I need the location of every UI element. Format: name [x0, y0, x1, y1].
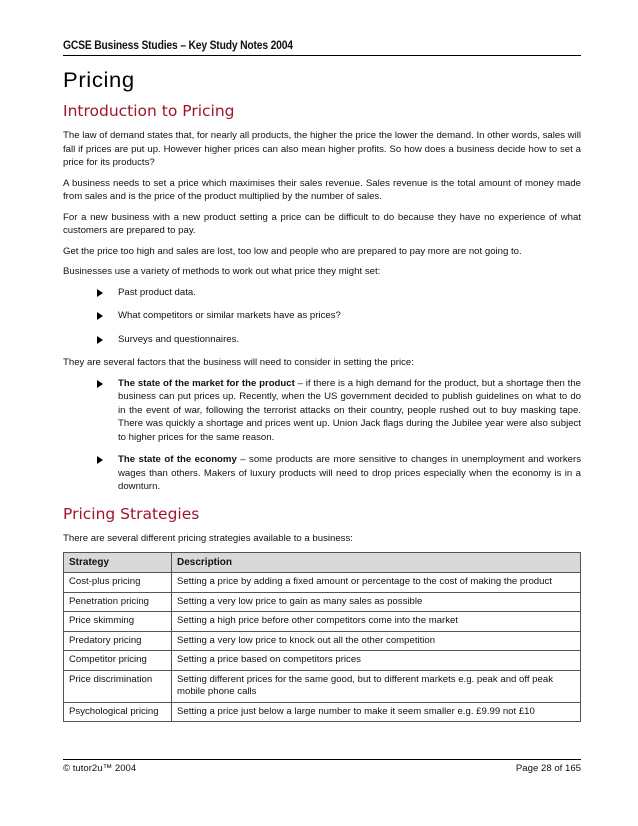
- table-row: [64, 702, 581, 722]
- table-row: [64, 670, 581, 702]
- footer-page-number: Page 28 of 165: [515, 763, 581, 774]
- table-row: [64, 631, 581, 651]
- list-item: [63, 286, 581, 300]
- intro-heading: Introduction to Pricing: [63, 102, 235, 120]
- description-cell: Setting a very low price to gain as many sales as possible: [172, 592, 581, 612]
- table-row: [64, 573, 581, 593]
- description-cell: Setting a very low price to knock out all the other competition: [172, 631, 581, 651]
- method-text: Surveys and questionnaires.: [118, 333, 240, 345]
- table-row: [64, 612, 581, 632]
- intro-paragraph-3: For a new business with a new product setting a price can be difficult to do because they have no experience of what customers are prepared to pay.: [63, 211, 581, 236]
- intro-paragraph-4: Get the price too high and sales are lost, too low and people who are prepared to pay more are not going to.: [63, 245, 522, 257]
- description-cell: Setting a price just below a large number to make it seem smaller e.g. £9.99 not £10: [172, 702, 581, 722]
- methods-list: [63, 286, 581, 347]
- strategy-cell: Psychological pricing: [64, 702, 172, 722]
- factor-text: – some products are more sensitive to changes in unemployment and workers wages than others. Makers of luxury products will need to drop prices especially when the economy is in a downturn.: [118, 454, 581, 492]
- strategy-cell: Competitor pricing: [64, 651, 172, 671]
- bullet-arrow-icon: [97, 289, 103, 297]
- description-cell: Setting a price based on competitors prices: [172, 651, 581, 671]
- factor-title: The state of the market for the product: [118, 377, 295, 389]
- factor-text: – if there is a high demand for the product, but a shortage then the business can put prices up. Recently, when the US government decided to publish guidelines on what to do in the event of war, following the terrorist attacks on their country, people rushed out to buy masking tape. There was quickly a shortage and prices went up. Union Jack flags during the Jubilee year were also subject to higher prices for the same reason.: [118, 377, 581, 443]
- column-header-strategy: Strategy: [64, 553, 172, 573]
- strategy-cell: Price skimming: [64, 612, 172, 632]
- description-cell: Setting different prices for the same good, but to different markets e.g. peak and off peak mobile phone calls: [172, 670, 581, 702]
- strategies-intro: There are several different pricing strategies available to a business:: [63, 532, 353, 544]
- intro-paragraph-1: The law of demand states that, for nearly all products, the higher the price the lower the demand. In other words, sales will fall if prices are put up. However higher prices can also mean higher profits. So how does a business decide how to set a price for its products?: [63, 130, 581, 168]
- method-text: What competitors or similar markets have as prices?: [118, 310, 341, 321]
- strategy-cell: Predatory pricing: [64, 631, 172, 651]
- table-row: [64, 651, 581, 671]
- table-header-row: [64, 553, 581, 573]
- header-divider: [63, 55, 581, 56]
- strategy-cell: Penetration pricing: [64, 592, 172, 612]
- factors-list: [63, 377, 581, 494]
- bullet-arrow-icon: [97, 456, 103, 464]
- intro-paragraph-2: A business needs to set a price which maximises their sales revenue. Sales revenue is the total amount of money made from sales and is the price of the product multiplied by the number of sales.: [63, 177, 581, 202]
- list-item: [63, 377, 581, 445]
- footer-divider: [63, 759, 581, 760]
- table-row: [64, 592, 581, 612]
- factors-intro: They are several factors that the business will need to consider in setting the price:: [63, 357, 414, 368]
- list-item: [63, 309, 581, 323]
- page-heading: Pricing: [63, 69, 135, 92]
- strategy-cell: Cost-plus pricing: [64, 573, 172, 593]
- list-item: [63, 333, 581, 347]
- running-header: GCSE Business Studies – Key Study Notes 2004: [63, 38, 293, 52]
- description-cell: Setting a price by adding a fixed amount or percentage to the cost of making the product: [172, 573, 581, 593]
- column-header-description: Description: [172, 553, 581, 573]
- bullet-arrow-icon: [97, 336, 103, 344]
- footer-copyright: © tutor2u™ 2004: [63, 763, 137, 774]
- factor-title: The state of the economy: [118, 454, 237, 465]
- intro-paragraph-5: Businesses use a variety of methods to work out what price they might set:: [63, 266, 381, 277]
- description-cell: Setting a high price before other competitors come into the market: [172, 612, 581, 632]
- strategy-cell: Price discrimination: [64, 670, 172, 702]
- strategies-heading: Pricing Strategies: [63, 504, 200, 523]
- bullet-arrow-icon: [97, 312, 103, 320]
- method-text: Past product data.: [118, 286, 196, 298]
- list-item: [63, 453, 581, 494]
- strategies-table: [63, 552, 581, 722]
- bullet-arrow-icon: [97, 380, 103, 388]
- main-content: [63, 100, 581, 722]
